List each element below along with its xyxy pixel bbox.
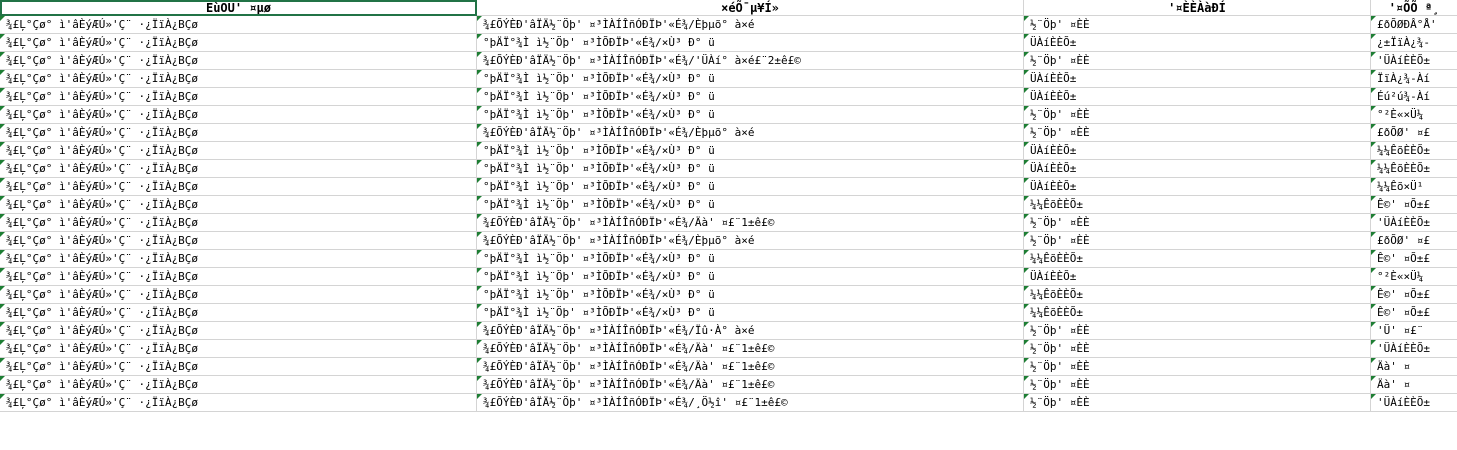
cell-text: ÜÀíÈÈÕ± xyxy=(1030,162,1077,175)
cell-text: ¼¼ÊõÈÈÕ± xyxy=(1030,198,1083,211)
table-row xyxy=(0,376,1457,394)
text-number-indicator-icon xyxy=(1371,376,1376,381)
cell-text: ¾£ÕÝÈÐ'âÏÄ½¨Öþ' ¤³ÌÀÍÎñÓÐÏÞ'«É¾/Äà' ¤£¨1±ê£© xyxy=(483,216,775,229)
text-number-indicator-icon xyxy=(1371,358,1376,363)
text-number-indicator-icon xyxy=(1371,34,1376,39)
cell-position[interactable] xyxy=(1371,358,1457,376)
text-number-indicator-icon xyxy=(1024,124,1029,129)
text-number-indicator-icon xyxy=(1371,394,1376,399)
text-number-indicator-icon xyxy=(0,160,5,165)
cell-region[interactable] xyxy=(0,70,477,88)
text-number-indicator-icon xyxy=(477,70,482,75)
cell-text: ¾£Ļ°Çø° ì'âÈýÆÚ»'Ç¨ ·¿ÏïÀ¿BÇø xyxy=(6,198,199,211)
cell-region[interactable] xyxy=(0,232,477,250)
cell-text: ¾£Ļ°Çø° ì'âÈýÆÚ»'Ç¨ ·¿ÏïÀ¿BÇø xyxy=(6,252,199,265)
cell-text: ¼¼ÊõÈÈÕ± xyxy=(1030,288,1083,301)
table-row xyxy=(0,106,1457,124)
cell-text: °þÄÏ°¾Ì ì½¨Öþ' ¤³ÌÕÐÏÞ'«É¾/×Ù³ Ð° ü xyxy=(483,36,715,49)
text-number-indicator-icon xyxy=(1371,124,1376,129)
cell-type[interactable] xyxy=(1024,178,1371,196)
cell-unit[interactable] xyxy=(477,322,1024,340)
text-number-indicator-icon xyxy=(1371,340,1376,345)
cell-type[interactable] xyxy=(1024,394,1371,412)
cell-text: ½¨Öþ' ¤ÈÈ xyxy=(1030,378,1090,391)
cell-type[interactable] xyxy=(1024,286,1371,304)
cell-position[interactable] xyxy=(1371,232,1457,250)
table-row xyxy=(0,322,1457,340)
text-number-indicator-icon xyxy=(1024,34,1029,39)
cell-region[interactable] xyxy=(0,340,477,358)
cell-text: ¾£Ļ°Çø° ì'âÈýÆÚ»'Ç¨ ·¿ÏïÀ¿BÇø xyxy=(6,90,199,103)
text-number-indicator-icon xyxy=(0,394,5,399)
text-number-indicator-icon xyxy=(1024,178,1029,183)
text-number-indicator-icon xyxy=(1371,214,1376,219)
cell-text: ¼¼ÊõÈÈÕ± xyxy=(1030,252,1083,265)
cell-unit[interactable] xyxy=(477,142,1024,160)
cell-text: ¾£Ļ°Çø° ì'âÈýÆÚ»'Ç¨ ·¿ÏïÀ¿BÇø xyxy=(6,306,199,319)
cell-type[interactable] xyxy=(1024,232,1371,250)
text-number-indicator-icon xyxy=(477,142,482,147)
header-cell-unit[interactable]: ×éÕ¯µ¥Í» xyxy=(477,0,1024,16)
text-number-indicator-icon xyxy=(1371,106,1376,111)
text-number-indicator-icon xyxy=(1371,70,1376,75)
text-number-indicator-icon xyxy=(1024,106,1029,111)
cell-text: £ðÕØ' ¤£ xyxy=(1377,234,1430,247)
cell-type[interactable] xyxy=(1024,358,1371,376)
text-number-indicator-icon xyxy=(1024,286,1029,291)
text-number-indicator-icon xyxy=(0,358,5,363)
cell-region[interactable] xyxy=(0,394,477,412)
cell-type[interactable] xyxy=(1024,340,1371,358)
cell-text: ¾£Ļ°Çø° ì'âÈýÆÚ»'Ç¨ ·¿ÏïÀ¿BÇø xyxy=(6,342,199,355)
cell-text: ¾£Ļ°Çø° ì'âÈýÆÚ»'Ç¨ ·¿ÏïÀ¿BÇø xyxy=(6,324,199,337)
cell-text: °þÄÏ°¾Ì ì½¨Öþ' ¤³ÌÕÐÏÞ'«É¾/×Ù³ Ð° ü xyxy=(483,270,715,283)
cell-unit[interactable] xyxy=(477,394,1024,412)
cell-unit[interactable] xyxy=(477,106,1024,124)
cell-text: °þÄÏ°¾Ì ì½¨Öþ' ¤³ÌÕÐÏÞ'«É¾/×Ù³ Ð° ü xyxy=(483,288,715,301)
cell-unit[interactable] xyxy=(477,178,1024,196)
cell-text: 'ÜÀíÈÈÕ± xyxy=(1377,216,1430,229)
text-number-indicator-icon xyxy=(477,16,482,21)
text-number-indicator-icon xyxy=(1371,142,1376,147)
text-number-indicator-icon xyxy=(0,142,5,147)
text-number-indicator-icon xyxy=(1024,160,1029,165)
table-row xyxy=(0,124,1457,142)
cell-type[interactable] xyxy=(1024,52,1371,70)
text-number-indicator-icon xyxy=(477,196,482,201)
cell-position[interactable] xyxy=(1371,340,1457,358)
text-number-indicator-icon xyxy=(0,34,5,39)
cell-text: ¾£Ļ°Çø° ì'âÈýÆÚ»'Ç¨ ·¿ÏïÀ¿BÇø xyxy=(6,360,199,373)
cell-text: ¾£Ļ°Çø° ì'âÈýÆÚ»'Ç¨ ·¿ÏïÀ¿BÇø xyxy=(6,234,199,247)
cell-text: °þÄÏ°¾Ì ì½¨Öþ' ¤³ÌÕÐÏÞ'«É¾/×Ù³ Ð° ü xyxy=(483,162,715,175)
text-number-indicator-icon xyxy=(0,106,5,111)
cell-type[interactable] xyxy=(1024,106,1371,124)
cell-unit[interactable] xyxy=(477,286,1024,304)
text-number-indicator-icon xyxy=(1024,322,1029,327)
cell-region[interactable] xyxy=(0,304,477,322)
cell-type[interactable] xyxy=(1024,376,1371,394)
cell-unit[interactable] xyxy=(477,232,1024,250)
cell-position[interactable] xyxy=(1371,88,1457,106)
cell-region[interactable] xyxy=(0,268,477,286)
cell-text: ½¨Öþ' ¤ÈÈ xyxy=(1030,324,1090,337)
table-row xyxy=(0,178,1457,196)
cell-text: ½¨Öþ' ¤ÈÈ xyxy=(1030,342,1090,355)
cell-unit[interactable] xyxy=(477,34,1024,52)
text-number-indicator-icon xyxy=(0,340,5,345)
text-number-indicator-icon xyxy=(477,286,482,291)
cell-text: ¼¼ÊõÈÈÕ± xyxy=(1377,144,1430,157)
text-number-indicator-icon xyxy=(477,250,482,255)
cell-text: °þÄÏ°¾Ì ì½¨Öþ' ¤³ÌÕÐÏÞ'«É¾/×Ù³ Ð° ü xyxy=(483,144,715,157)
cell-unit[interactable] xyxy=(477,16,1024,34)
cell-text: 'Ü' ¤£¨ xyxy=(1377,324,1424,337)
table-row xyxy=(0,394,1457,412)
text-number-indicator-icon xyxy=(477,394,482,399)
cell-region[interactable] xyxy=(0,160,477,178)
cell-position[interactable] xyxy=(1371,178,1457,196)
text-number-indicator-icon xyxy=(477,232,482,237)
text-number-indicator-icon xyxy=(1024,340,1029,345)
cell-text: £ðÕØ' ¤£ xyxy=(1377,126,1430,139)
cell-type[interactable] xyxy=(1024,88,1371,106)
cell-text: ½¨Öþ' ¤ÈÈ xyxy=(1030,108,1090,121)
text-number-indicator-icon xyxy=(1371,304,1376,309)
table-row xyxy=(0,34,1457,52)
cell-text: °þÄÏ°¾Ì ì½¨Öþ' ¤³ÌÕÐÏÞ'«É¾/×Ù³ Ð° ü xyxy=(483,306,715,319)
cell-text: ¼¼ÊõÈÈÕ± xyxy=(1377,162,1430,175)
cell-text: ¿±ÏïÀ¿¾- xyxy=(1377,36,1430,49)
cell-text: ½¨Öþ' ¤ÈÈ xyxy=(1030,54,1090,67)
text-number-indicator-icon xyxy=(477,88,482,93)
cell-type[interactable] xyxy=(1024,160,1371,178)
cell-text: Ê©' ¤Õ±£ xyxy=(1377,306,1430,319)
cell-type[interactable] xyxy=(1024,304,1371,322)
cell-position[interactable] xyxy=(1371,196,1457,214)
cell-text: ½¨Öþ' ¤ÈÈ xyxy=(1030,396,1090,409)
table-row xyxy=(0,70,1457,88)
cell-type[interactable] xyxy=(1024,196,1371,214)
cell-type[interactable] xyxy=(1024,142,1371,160)
cell-type[interactable] xyxy=(1024,16,1371,34)
text-number-indicator-icon xyxy=(477,358,482,363)
cell-position[interactable] xyxy=(1371,322,1457,340)
cell-text: ½¨Öþ' ¤ÈÈ xyxy=(1030,18,1090,31)
text-number-indicator-icon xyxy=(1024,196,1029,201)
cell-region[interactable] xyxy=(0,124,477,142)
text-number-indicator-icon xyxy=(0,178,5,183)
data-rows xyxy=(0,16,1457,412)
cell-text: ¾£Ļ°Çø° ì'âÈýÆÚ»'Ç¨ ·¿ÏïÀ¿BÇø xyxy=(6,378,199,391)
cell-text: ÏïÀ¿¾-Àí xyxy=(1377,72,1430,85)
cell-text: ¾£Ļ°Çø° ì'âÈýÆÚ»'Ç¨ ·¿ÏïÀ¿BÇø xyxy=(6,126,199,139)
table-row xyxy=(0,196,1457,214)
cell-text: ÜÀíÈÈÕ± xyxy=(1030,180,1077,193)
cell-region[interactable] xyxy=(0,250,477,268)
cell-position[interactable] xyxy=(1371,268,1457,286)
cell-text: °²È«×Ü¼ xyxy=(1377,270,1424,283)
text-number-indicator-icon xyxy=(1024,358,1029,363)
text-number-indicator-icon xyxy=(1024,88,1029,93)
cell-text: ¾£ÕÝÈÐ'âÏÄ½¨Öþ' ¤³ÌÀÍÎñÓÐÏÞ'«É¾/'ÜÀí° à×é£¨2±ê£© xyxy=(483,54,801,67)
text-number-indicator-icon xyxy=(0,124,5,129)
cell-position[interactable] xyxy=(1371,250,1457,268)
cell-text: ¼¼ÊõÈÈÕ± xyxy=(1030,306,1083,319)
cell-text: °þÄÏ°¾Ì ì½¨Öþ' ¤³ÌÕÐÏÞ'«É¾/×Ù³ Ð° ü xyxy=(483,108,715,121)
cell-text: ¾£ÕÝÈÐ'âÏÄ½¨Öþ' ¤³ÌÀÍÎñÓÐÏÞ'«É¾/Ïû·À° à×é xyxy=(483,324,755,337)
cell-text: ¾£Ļ°Çø° ì'âÈýÆÚ»'Ç¨ ·¿ÏïÀ¿BÇø xyxy=(6,396,199,409)
cell-type[interactable] xyxy=(1024,250,1371,268)
text-number-indicator-icon xyxy=(1024,70,1029,75)
cell-text: ½¨Öþ' ¤ÈÈ xyxy=(1030,234,1090,247)
cell-text: ¼¼Êõ×Ü¹ xyxy=(1377,180,1424,193)
cell-position[interactable] xyxy=(1371,286,1457,304)
cell-text: ÜÀíÈÈÕ± xyxy=(1030,36,1077,49)
cell-text: Ê©' ¤Õ±£ xyxy=(1377,252,1430,265)
cell-type[interactable] xyxy=(1024,70,1371,88)
text-number-indicator-icon xyxy=(1371,232,1376,237)
text-number-indicator-icon xyxy=(1371,52,1376,57)
cell-text: 'ÜÀíÈÈÕ± xyxy=(1377,342,1430,355)
cell-text: ¾£ÕÝÈÐ'âÏÄ½¨Öþ' ¤³ÌÀÍÎñÓÐÏÞ'«É¾/Äà' ¤£¨1±ê£© xyxy=(483,360,775,373)
cell-text: ¾£Ļ°Çø° ì'âÈýÆÚ»'Ç¨ ·¿ÏïÀ¿BÇø xyxy=(6,18,199,31)
cell-unit[interactable] xyxy=(477,124,1024,142)
table-row xyxy=(0,358,1457,376)
text-number-indicator-icon xyxy=(1024,142,1029,147)
cell-text: ¾£ÕÝÈÐ'âÏÄ½¨Öþ' ¤³ÌÀÍÎñÓÐÏÞ'«É¾/Èþµõ° à×é xyxy=(483,234,755,247)
cell-text: ¾£ÕÝÈÐ'âÏÄ½¨Öþ' ¤³ÌÀÍÎñÓÐÏÞ'«É¾/Èþµõ° à×é xyxy=(483,126,755,139)
cell-text: Äà' ¤ xyxy=(1377,378,1411,391)
table-row xyxy=(0,340,1457,358)
cell-position[interactable] xyxy=(1371,16,1457,34)
cell-text: ¾£Ļ°Çø° ì'âÈýÆÚ»'Ç¨ ·¿ÏïÀ¿BÇø xyxy=(6,144,199,157)
cell-text: 'ÜÀíÈÈÕ± xyxy=(1377,396,1430,409)
text-number-indicator-icon xyxy=(477,304,482,309)
table-row xyxy=(0,214,1457,232)
text-number-indicator-icon xyxy=(477,376,482,381)
cell-text: 'ÜÀíÈÈÕ± xyxy=(1377,54,1430,67)
table-row xyxy=(0,286,1457,304)
text-number-indicator-icon xyxy=(0,70,5,75)
cell-text: Äà' ¤ xyxy=(1377,360,1411,373)
cell-unit[interactable] xyxy=(477,376,1024,394)
text-number-indicator-icon xyxy=(477,178,482,183)
text-number-indicator-icon xyxy=(477,34,482,39)
cell-text: ¾£Ļ°Çø° ì'âÈýÆÚ»'Ç¨ ·¿ÏïÀ¿BÇø xyxy=(6,36,199,49)
cell-unit[interactable] xyxy=(477,250,1024,268)
cell-region[interactable] xyxy=(0,196,477,214)
text-number-indicator-icon xyxy=(0,286,5,291)
cell-position[interactable] xyxy=(1371,214,1457,232)
cell-text: ¾£ÕÝÈÐ'âÏÄ½¨Öþ' ¤³ÌÀÍÎñÓÐÏÞ'«É¾/Äà' ¤£¨1±ê£© xyxy=(483,378,775,391)
cell-position[interactable] xyxy=(1371,52,1457,70)
cell-unit[interactable] xyxy=(477,304,1024,322)
header-row xyxy=(0,0,1457,16)
cell-region[interactable] xyxy=(0,34,477,52)
cell-position[interactable] xyxy=(1371,304,1457,322)
cell-text: ¾£ÕÝÈÐ'âÏÄ½¨Öþ' ¤³ÌÀÍÎñÓÐÏÞ'«É¾/Äà' ¤£¨1±ê£© xyxy=(483,342,775,355)
cell-type[interactable] xyxy=(1024,124,1371,142)
cell-text: ½¨Öþ' ¤ÈÈ xyxy=(1030,126,1090,139)
table-row xyxy=(0,88,1457,106)
cell-region[interactable] xyxy=(0,358,477,376)
cell-text: ¾£Ļ°Çø° ì'âÈýÆÚ»'Ç¨ ·¿ÏïÀ¿BÇø xyxy=(6,54,199,67)
text-number-indicator-icon xyxy=(1371,250,1376,255)
text-number-indicator-icon xyxy=(1024,52,1029,57)
cell-text: ÜÀíÈÈÕ± xyxy=(1030,72,1077,85)
cell-text: ¾£Ļ°Çø° ì'âÈýÆÚ»'Ç¨ ·¿ÏïÀ¿BÇø xyxy=(6,108,199,121)
cell-type[interactable] xyxy=(1024,322,1371,340)
cell-region[interactable] xyxy=(0,214,477,232)
text-number-indicator-icon xyxy=(477,106,482,111)
text-number-indicator-icon xyxy=(477,124,482,129)
cell-unit[interactable] xyxy=(477,358,1024,376)
table-row xyxy=(0,304,1457,322)
header-cell-region[interactable]: ÉùÕÚ' ¤µø xyxy=(0,0,477,16)
cell-text: ¾£Ļ°Çø° ì'âÈýÆÚ»'Ç¨ ·¿ÏïÀ¿BÇø xyxy=(6,180,199,193)
text-number-indicator-icon xyxy=(477,160,482,165)
text-number-indicator-icon xyxy=(1371,196,1376,201)
cell-region[interactable] xyxy=(0,88,477,106)
cell-text: ¾£Ļ°Çø° ì'âÈýÆÚ»'Ç¨ ·¿ÏïÀ¿BÇø xyxy=(6,288,199,301)
header-cell-type[interactable]: '¤ÈÈÀàÐÍ xyxy=(1024,0,1371,16)
text-number-indicator-icon xyxy=(1371,160,1376,165)
text-number-indicator-icon xyxy=(1371,286,1376,291)
text-number-indicator-icon xyxy=(0,376,5,381)
cell-region[interactable] xyxy=(0,322,477,340)
cell-region[interactable] xyxy=(0,106,477,124)
text-number-indicator-icon xyxy=(0,250,5,255)
cell-type[interactable] xyxy=(1024,34,1371,52)
cell-text: Éú²ú¾-Àí xyxy=(1377,90,1430,103)
table-row xyxy=(0,52,1457,70)
text-number-indicator-icon xyxy=(1371,16,1376,21)
cell-type[interactable] xyxy=(1024,214,1371,232)
cell-text: ½¨Öþ' ¤ÈÈ xyxy=(1030,216,1090,229)
cell-unit[interactable] xyxy=(477,160,1024,178)
cell-text: Ê©' ¤Õ±£ xyxy=(1377,288,1430,301)
text-number-indicator-icon xyxy=(477,52,482,57)
text-number-indicator-icon xyxy=(0,268,5,273)
cell-region[interactable] xyxy=(0,178,477,196)
cell-position[interactable] xyxy=(1371,376,1457,394)
cell-position[interactable] xyxy=(1371,160,1457,178)
cell-position[interactable] xyxy=(1371,34,1457,52)
text-number-indicator-icon xyxy=(0,232,5,237)
cell-text: Ê©' ¤Õ±£ xyxy=(1377,198,1430,211)
text-number-indicator-icon xyxy=(0,214,5,219)
cell-unit[interactable] xyxy=(477,268,1024,286)
text-number-indicator-icon xyxy=(0,16,5,21)
text-number-indicator-icon xyxy=(0,322,5,327)
text-number-indicator-icon xyxy=(477,214,482,219)
cell-region[interactable] xyxy=(0,52,477,70)
text-number-indicator-icon xyxy=(1024,376,1029,381)
cell-text: ÜÀíÈÈÕ± xyxy=(1030,90,1077,103)
cell-position[interactable] xyxy=(1371,142,1457,160)
cell-position[interactable] xyxy=(1371,70,1457,88)
cell-text: ¾£Ļ°Çø° ì'âÈýÆÚ»'Ç¨ ·¿ÏïÀ¿BÇø xyxy=(6,72,199,85)
cell-text: £ðÕØÐÂ°Å' xyxy=(1377,18,1437,31)
cell-text: ¾£Ļ°Çø° ì'âÈýÆÚ»'Ç¨ ·¿ÏïÀ¿BÇø xyxy=(6,270,199,283)
text-number-indicator-icon xyxy=(1024,16,1029,21)
text-number-indicator-icon xyxy=(0,304,5,309)
cell-region[interactable] xyxy=(0,16,477,34)
cell-text: °þÄÏ°¾Ì ì½¨Öþ' ¤³ÌÕÐÏÞ'«É¾/×Ù³ Ð° ü xyxy=(483,198,715,211)
cell-text: ¾£Ļ°Çø° ì'âÈýÆÚ»'Ç¨ ·¿ÏïÀ¿BÇø xyxy=(6,216,199,229)
cell-text: ¾£ÕÝÈÐ'âÏÄ½¨Öþ' ¤³ÌÀÍÎñÓÐÏÞ'«É¾/Èþµõ° à×é xyxy=(483,18,755,31)
text-number-indicator-icon xyxy=(1371,178,1376,183)
cell-position[interactable] xyxy=(1371,124,1457,142)
text-number-indicator-icon xyxy=(1371,268,1376,273)
text-number-indicator-icon xyxy=(0,88,5,93)
cell-text: °þÄÏ°¾Ì ì½¨Öþ' ¤³ÌÕÐÏÞ'«É¾/×Ù³ Ð° ü xyxy=(483,180,715,193)
cell-position[interactable] xyxy=(1371,106,1457,124)
text-number-indicator-icon xyxy=(1371,88,1376,93)
cell-unit[interactable] xyxy=(477,196,1024,214)
cell-text: ¾£ÕÝÈÐ'âÏÄ½¨Öþ' ¤³ÌÀÍÎñÓÐÏÞ'«É¾/¸Ö½î' ¤£¨1±ê£© xyxy=(483,396,788,409)
header-cell-position[interactable]: '¤ÕÕ ª¸ xyxy=(1371,0,1457,16)
cell-region[interactable] xyxy=(0,286,477,304)
table-row xyxy=(0,142,1457,160)
text-number-indicator-icon xyxy=(477,322,482,327)
cell-unit[interactable] xyxy=(477,52,1024,70)
cell-unit[interactable] xyxy=(477,70,1024,88)
cell-unit[interactable] xyxy=(477,340,1024,358)
cell-text: °þÄÏ°¾Ì ì½¨Öþ' ¤³ÌÕÐÏÞ'«É¾/×Ù³ Ð° ü xyxy=(483,252,715,265)
text-number-indicator-icon xyxy=(1024,394,1029,399)
cell-text: °þÄÏ°¾Ì ì½¨Öþ' ¤³ÌÕÐÏÞ'«É¾/×Ù³ Ð° ü xyxy=(483,72,715,85)
text-number-indicator-icon xyxy=(0,196,5,201)
text-number-indicator-icon xyxy=(1024,214,1029,219)
table-row xyxy=(0,160,1457,178)
cell-region[interactable] xyxy=(0,376,477,394)
cell-type[interactable] xyxy=(1024,268,1371,286)
cell-unit[interactable] xyxy=(477,214,1024,232)
text-number-indicator-icon xyxy=(1024,232,1029,237)
cell-region[interactable] xyxy=(0,142,477,160)
table-row xyxy=(0,232,1457,250)
cell-position[interactable] xyxy=(1371,394,1457,412)
cell-text: ÜÀíÈÈÕ± xyxy=(1030,270,1077,283)
text-number-indicator-icon xyxy=(1371,322,1376,327)
text-number-indicator-icon xyxy=(477,340,482,345)
cell-text: °²È«×Ü¼ xyxy=(1377,108,1424,121)
table-row xyxy=(0,268,1457,286)
cell-text: ½¨Öþ' ¤ÈÈ xyxy=(1030,360,1090,373)
text-number-indicator-icon xyxy=(1024,268,1029,273)
table-row xyxy=(0,16,1457,34)
text-number-indicator-icon xyxy=(0,52,5,57)
text-number-indicator-icon xyxy=(477,268,482,273)
cell-text: ¾£Ļ°Çø° ì'âÈýÆÚ»'Ç¨ ·¿ÏïÀ¿BÇø xyxy=(6,162,199,175)
cell-unit[interactable] xyxy=(477,88,1024,106)
cell-text: °þÄÏ°¾Ì ì½¨Öþ' ¤³ÌÕÐÏÞ'«É¾/×Ù³ Ð° ü xyxy=(483,90,715,103)
text-number-indicator-icon xyxy=(1024,250,1029,255)
text-number-indicator-icon xyxy=(1024,304,1029,309)
cell-text: ÜÀíÈÈÕ± xyxy=(1030,144,1077,157)
table-row xyxy=(0,250,1457,268)
